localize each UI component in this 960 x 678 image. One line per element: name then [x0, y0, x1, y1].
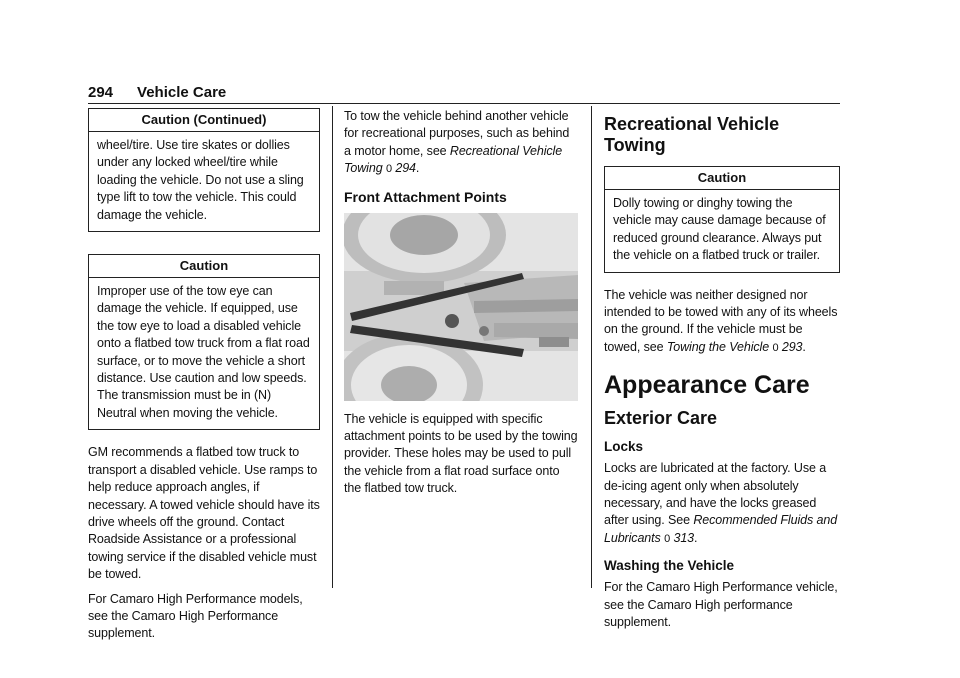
- page-ref-icon: 0: [772, 341, 779, 354]
- locks-heading: Locks: [604, 439, 644, 455]
- header-rule: [88, 103, 840, 104]
- page-ref-icon: 0: [385, 163, 392, 176]
- column-3: [604, 108, 840, 632]
- towing-vehicle-link[interactable]: Towing the Vehicle: [666, 339, 770, 354]
- washing-paragraph: For the Camaro High Performance vehicle, see the Camaro High performance supplement.: [604, 580, 838, 630]
- caution-box-tow-eye: [88, 254, 320, 430]
- locks-paragraph: Locks are lubricated at the factory. Use a de-icing agent only when absolutely necessary, and have the locks greased after using. See Recommended Fluids and Lubricants 0 313.: [604, 461, 838, 545]
- page-ref-number[interactable]: 294: [395, 161, 416, 176]
- washing-heading: Washing the Vehicle: [604, 558, 735, 574]
- column-divider-2: [591, 106, 592, 588]
- recreational-towing-heading: Recreational Vehicle Towing: [604, 114, 780, 155]
- column-divider-1: [332, 106, 333, 588]
- exterior-care-heading: Exterior Care: [604, 408, 718, 429]
- recreational-towing-link[interactable]: Recreational Vehicle Towing: [344, 143, 563, 176]
- caution-text: Improper use of the tow eye can damage the vehicle. If equipped, use the tow eye to load a disabled vehicle onto a flatbed tow truck from a flat road surface, or to move the vehicle a short distance. Use caution and low speeds. The transmission must be in (N) Neutral when moving the vehicle.: [97, 284, 310, 420]
- recreational-intro-paragraph: To tow the vehicle behind another vehicle for recreational purposes, such as behind a motor home, see Recreational Vehicle Towing 0 294.: [344, 109, 570, 176]
- page-ref-number[interactable]: 313: [673, 530, 695, 545]
- front-attachment-heading: Front Attachment Points: [344, 188, 507, 205]
- caution-text: wheel/tire. Use tire skates or dollies under any locked wheel/tire while loading the vehicle. Do not use a sling type lift to tow the vehicle. This could damage the vehicle.: [97, 138, 304, 222]
- caution-title: Caution: [89, 255, 319, 278]
- caution-title: Caution (Continued): [89, 109, 319, 132]
- camaro-supplement-paragraph: For Camaro High Performance models, see the Camaro High Performance supplement.: [88, 591, 303, 641]
- page-number: 294: [88, 84, 114, 101]
- caution-box-dolly: [604, 166, 840, 273]
- flatbed-paragraph: GM recommends a flatbed tow truck to transport a disabled vehicle. Use ramps to help reduce approach angles, if necessary. A towed vehicle should have its drive wheels off the ground. Contact Roadside Assistance or a professional towing service if the disabled vehicle must be towed.: [88, 445, 320, 582]
- towing-paragraph: The vehicle was neither designed nor intended to be towed with any of its wheels on the ground. If the vehicle must be towed, see Towing the Vehicle 0 293.: [604, 287, 838, 354]
- appearance-care-heading: Appearance Care: [604, 371, 810, 400]
- column-1: [88, 108, 320, 643]
- page-ref-number[interactable]: 293: [781, 339, 803, 354]
- caution-box-continued: [88, 108, 320, 232]
- caution-text: Dolly towing or dinghy towing the vehicle may cause damage because of reduced ground clearance. Always put the vehicle on a flatbed truck or trailer.: [613, 196, 826, 263]
- column-2: [344, 108, 578, 498]
- caution-title: Caution: [605, 167, 839, 190]
- vehicle-underbody-illustration: [344, 213, 578, 401]
- section-title: Vehicle Care: [137, 84, 227, 101]
- page-ref-icon: 0: [664, 532, 671, 545]
- attachment-points-paragraph: The vehicle is equipped with specific attachment points to be used by the towing provider. These holes may be used to pull the vehicle from a flat road surface onto the flatbed tow truck.: [344, 411, 578, 496]
- fluids-lubricants-link[interactable]: Recommended Fluids and Lubricants: [604, 513, 838, 545]
- page-header: [88, 84, 250, 101]
